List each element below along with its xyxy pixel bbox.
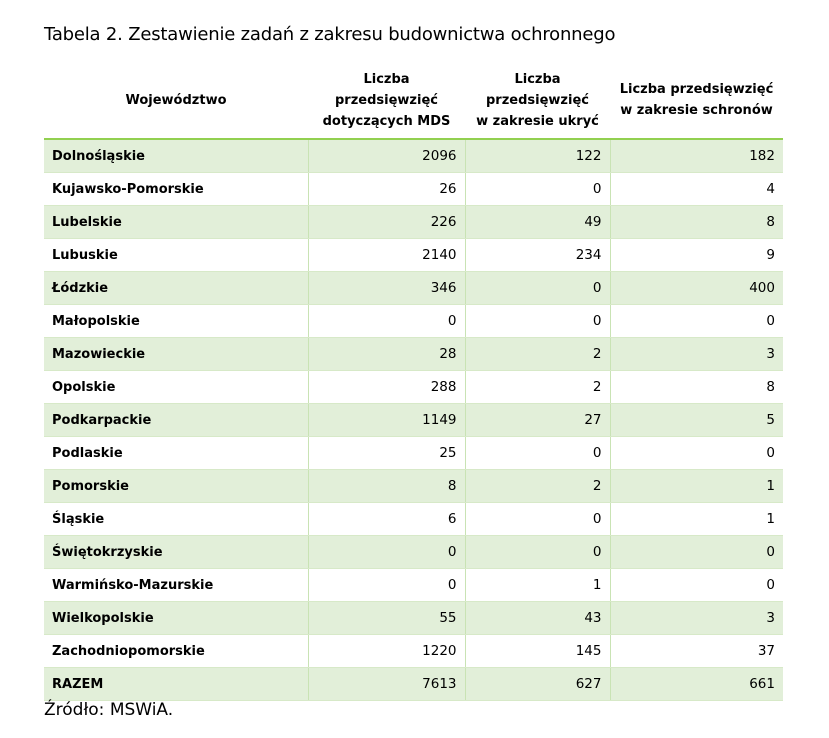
header-row <box>44 62 783 139</box>
cell-region: Łódzkie <box>44 272 308 305</box>
cell-region: RAZEM <box>44 668 308 701</box>
cell-shelters: 0 <box>610 305 783 338</box>
header-mds: Liczba przedsięwzięć dotyczących MDS <box>308 62 465 139</box>
cell-region: Lubuskie <box>44 239 308 272</box>
header-region: Województwo <box>44 62 308 139</box>
cell-shelters: 0 <box>610 569 783 602</box>
cell-hideouts: 627 <box>465 668 610 701</box>
table-row <box>44 602 783 635</box>
table-row <box>44 139 783 173</box>
cell-shelters: 8 <box>610 371 783 404</box>
cell-hideouts: 2 <box>465 470 610 503</box>
cell-mds: 0 <box>308 305 465 338</box>
table-row <box>44 305 783 338</box>
cell-hideouts: 0 <box>465 305 610 338</box>
cell-region: Lubelskie <box>44 206 308 239</box>
table-row <box>44 404 783 437</box>
cell-region: Świętokrzyskie <box>44 536 308 569</box>
total-row <box>44 668 783 701</box>
table-row <box>44 437 783 470</box>
cell-shelters: 400 <box>610 272 783 305</box>
cell-hideouts: 122 <box>465 139 610 173</box>
cell-region: Opolskie <box>44 371 308 404</box>
cell-mds: 26 <box>308 173 465 206</box>
cell-hideouts: 43 <box>465 602 610 635</box>
cell-region: Podlaskie <box>44 437 308 470</box>
cell-hideouts: 0 <box>465 272 610 305</box>
cell-hideouts: 27 <box>465 404 610 437</box>
table-row <box>44 239 783 272</box>
table-row <box>44 536 783 569</box>
cell-region: Warmińsko-Mazurskie <box>44 569 308 602</box>
cell-region: Podkarpackie <box>44 404 308 437</box>
cell-shelters: 0 <box>610 536 783 569</box>
cell-mds: 6 <box>308 503 465 536</box>
cell-mds: 8 <box>308 470 465 503</box>
cell-mds: 28 <box>308 338 465 371</box>
cell-region: Kujawsko-Pomorskie <box>44 173 308 206</box>
source-note: Źródło: MSWiA. <box>44 700 174 720</box>
cell-hideouts: 0 <box>465 536 610 569</box>
table-row <box>44 338 783 371</box>
header-shelters: Liczba przedsięwzięć w zakresie schronów <box>610 62 783 139</box>
cell-mds: 2096 <box>308 139 465 173</box>
cell-mds: 55 <box>308 602 465 635</box>
cell-shelters: 182 <box>610 139 783 173</box>
header-hideouts: Liczba przedsięwzięć w zakresie ukryć <box>465 62 610 139</box>
cell-region: Śląskie <box>44 503 308 536</box>
table-row <box>44 173 783 206</box>
cell-hideouts: 0 <box>465 173 610 206</box>
cell-shelters: 0 <box>610 437 783 470</box>
table-row <box>44 635 783 668</box>
cell-shelters: 3 <box>610 602 783 635</box>
cell-region: Mazowieckie <box>44 338 308 371</box>
cell-shelters: 1 <box>610 503 783 536</box>
table-row <box>44 272 783 305</box>
cell-hideouts: 49 <box>465 206 610 239</box>
cell-shelters: 661 <box>610 668 783 701</box>
cell-hideouts: 0 <box>465 503 610 536</box>
cell-region: Dolnośląskie <box>44 139 308 173</box>
table-row <box>44 206 783 239</box>
cell-mds: 2140 <box>308 239 465 272</box>
cell-region: Pomorskie <box>44 470 308 503</box>
cell-hideouts: 2 <box>465 338 610 371</box>
cell-mds: 0 <box>308 569 465 602</box>
cell-shelters: 37 <box>610 635 783 668</box>
cell-region: Zachodniopomorskie <box>44 635 308 668</box>
table-row <box>44 503 783 536</box>
cell-mds: 288 <box>308 371 465 404</box>
cell-mds: 7613 <box>308 668 465 701</box>
cell-shelters: 1 <box>610 470 783 503</box>
cell-hideouts: 1 <box>465 569 610 602</box>
table-title: Tabela 2. Zestawienie zadań z zakresu budownictwa ochronnego <box>44 24 616 45</box>
table-row <box>44 371 783 404</box>
cell-mds: 0 <box>308 536 465 569</box>
cell-hideouts: 2 <box>465 371 610 404</box>
table-row <box>44 470 783 503</box>
cell-hideouts: 145 <box>465 635 610 668</box>
cell-shelters: 8 <box>610 206 783 239</box>
cell-hideouts: 0 <box>465 437 610 470</box>
cell-mds: 1220 <box>308 635 465 668</box>
cell-mds: 346 <box>308 272 465 305</box>
table-row <box>44 569 783 602</box>
cell-mds: 1149 <box>308 404 465 437</box>
data-table <box>44 62 783 701</box>
cell-shelters: 5 <box>610 404 783 437</box>
cell-region: Wielkopolskie <box>44 602 308 635</box>
cell-region: Małopolskie <box>44 305 308 338</box>
cell-hideouts: 234 <box>465 239 610 272</box>
cell-shelters: 4 <box>610 173 783 206</box>
cell-mds: 25 <box>308 437 465 470</box>
cell-shelters: 9 <box>610 239 783 272</box>
cell-mds: 226 <box>308 206 465 239</box>
cell-shelters: 3 <box>610 338 783 371</box>
